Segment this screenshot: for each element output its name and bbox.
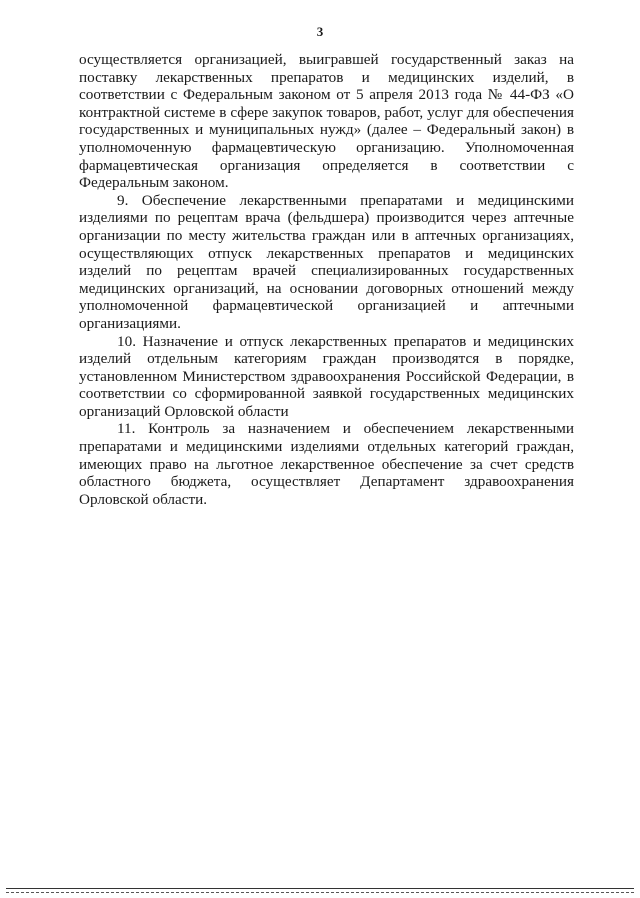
footer-divider-secondary [6, 892, 634, 893]
paragraph-continuation: осуществляется организацией, выигравшей государственный заказ на поставку лекарственных препаратов и медицинских изделий, в соответствии с Федеральным законом от 5 апреля 2013 года № 44-ФЗ «О контрактной системе в сфере закупок товаров, работ, услуг для обеспечения государственных и муниципальных нужд» (далее – Федеральный закон) в уполномоченную фармацевтическую организацию. Уполномоченная фармацевтическая организация определяется в соответствии с Федеральным законом. [79, 51, 574, 192]
footer-divider [6, 888, 634, 889]
paragraph-item-10: 10. Назначение и отпуск лекарственных препаратов и медицинских изделий отдельным категориям граждан производятся в порядке, установленном Министерством здравоохранения Российской Федерации, в соответствии со сформированной заявкой государственных медицинских организаций Орловской области [79, 332, 574, 420]
paragraph-item-11: 11. Контроль за назначением и обеспечением лекарственными препаратами и медицинскими изделиями отдельных категорий граждан, имеющих право на льготное лекарственное обеспечение за счет средств областного бюджета, осуществляет Департамент здравоохранения Орловской области. [79, 420, 574, 508]
paragraph-item-9: 9. Обеспечение лекарственными препаратами и медицинскими изделиями по рецептам врача (фельдшера) производится через аптечные организации по месту жительства граждан или в аптечных организациях, осуществляющих отпуск лекарственных препаратов и медицинских изделий по рецептам врачей специализированных государственных медицинских организаций, на основании договорных отношений между уполномоченной фармацевтической организацией и аптечными организациями. [79, 191, 574, 332]
document-body [79, 51, 574, 508]
page-number: 3 [316, 24, 324, 39]
